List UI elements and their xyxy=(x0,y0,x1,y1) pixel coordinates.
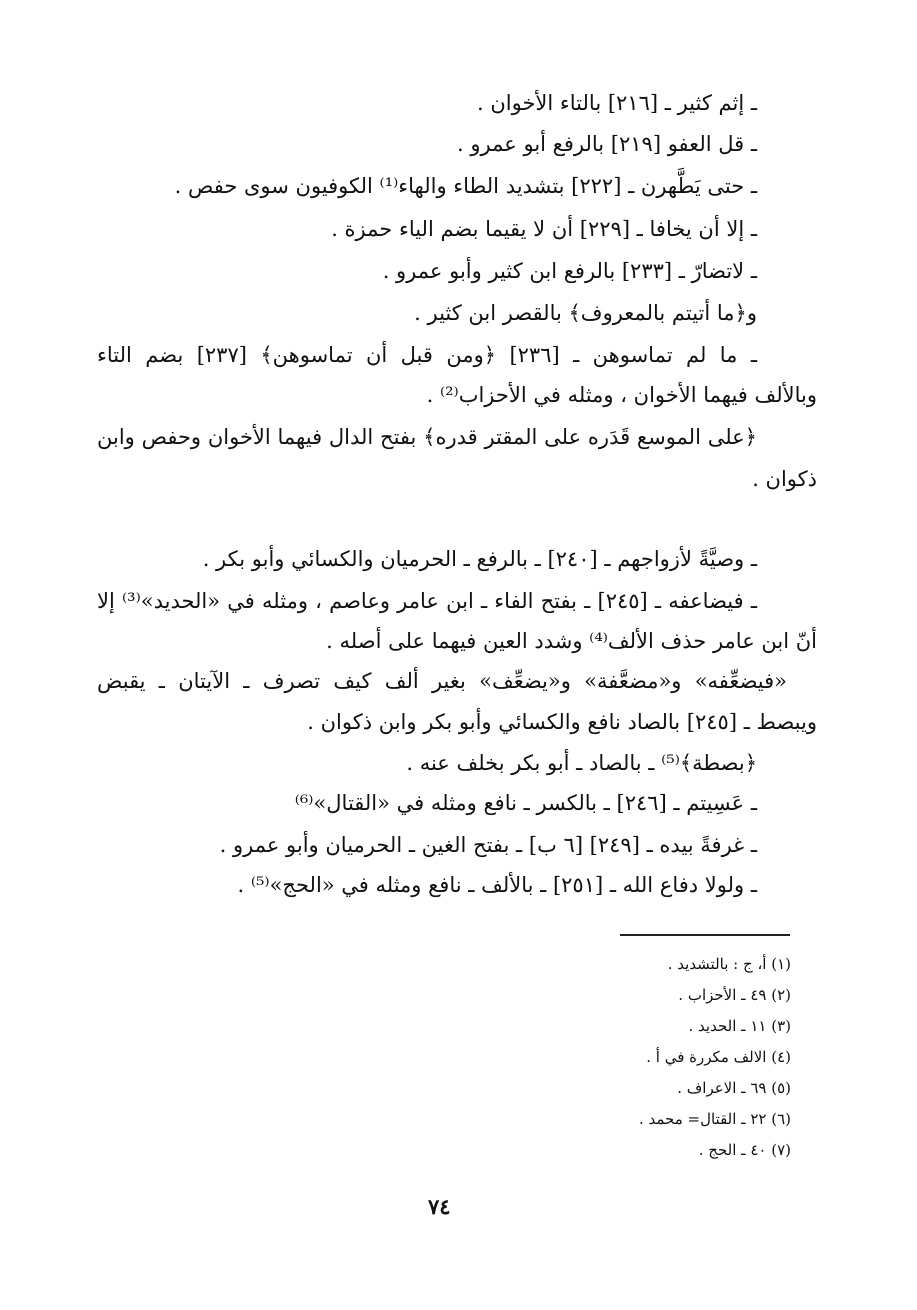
body-line-9: ﴿على الموسع قَدَره على المقتر قدره﴾ بفتح الدال فيهما الأخوان وحفص وابن xyxy=(97,425,757,449)
body-line-1: ـ إثم كثير ـ [٢١٦] بالتاء الأخوان . xyxy=(476,91,757,115)
body-line-6: و﴿ما أتيتم بالمعروف﴾ بالقصر ابن كثير . xyxy=(414,301,757,325)
body-line-8: وبالألف فيهما الأخوان ، ومثله في الأحزاب⁽²⁾ . xyxy=(426,383,817,407)
body-line-10: ذكوان . xyxy=(752,467,817,491)
footnote-separator xyxy=(620,934,790,936)
footnote-3: (٣) ١١ ـ الحديد . xyxy=(688,1017,791,1035)
footnote-4: (٤) الالف مكررة في أ . xyxy=(646,1048,791,1066)
footnote-1: (١) أ، ج : بالتشديد . xyxy=(667,955,791,973)
footnote-6: (٦) ٢٢ ـ القتال= محمد . xyxy=(638,1110,791,1128)
footnote-7: (٧) ٤٠ ـ الحج . xyxy=(698,1141,791,1159)
body-line-4: ـ إلا أن يخافا ـ [٢٢٩] أن لا يقيما بضم الياء حمزة . xyxy=(331,217,757,241)
body-line-12: ـ فيضاعفه ـ [٢٤٥] ـ بفتح الفاء ـ ابن عامر وعاصم ، ومثله في «الحديد»⁽³⁾ إلا xyxy=(97,589,757,613)
body-line-19: ـ ولولا دفاع الله ـ [٢٥١] ـ بالألف ـ نافع ومثله في «الحج»⁽⁵⁾ . xyxy=(237,873,757,897)
body-line-17: ـ عَسِيتم ـ [٢٤٦] ـ بالكسر ـ نافع ومثله في «القتال»⁽⁶⁾ xyxy=(294,791,757,815)
page-number: ٧٤ xyxy=(428,1194,451,1219)
body-line-3: ـ حتى يَطَّهرن ـ [٢٢٢] بتشديد الطاء والهاء⁽¹⁾ الكوفيون سوى حفص . xyxy=(174,174,757,198)
body-line-13: أنّ ابن عامر حذف الألف⁽⁴⁾ وشدد العين فيهما على أصله . xyxy=(326,629,817,653)
footnote-2: (٢) ٤٩ ـ الأحزاب . xyxy=(678,986,791,1004)
body-line-16: ﴿بصطة﴾⁽⁵⁾ ـ بالصاد ـ أبو بكر بخلف عنه . xyxy=(406,751,757,775)
body-line-2: ـ قل العفو [٢١٩] بالرفع أبو عمرو . xyxy=(457,132,757,156)
body-line-14: «فيضعِّفه» و«مضعَّفة» و«يضعِّف» بغير ألف كيف تصرف ـ الآيتان ـ يقبض xyxy=(97,669,787,693)
footnote-5: (٥) ٦٩ ـ الاعراف . xyxy=(677,1079,791,1097)
body-line-5: ـ لاتضارّ ـ [٢٣٣] بالرفع ابن كثير وأبو عمرو . xyxy=(382,259,757,283)
body-line-11: ـ وصيَّةً لأزواجهم ـ [٢٤٠] ـ بالرفع ـ الحرميان والكسائي وأبو بكر . xyxy=(202,547,757,571)
body-line-18: ـ غرفةً بيده ـ [٢٤٩] [٦ ب] ـ بفتح الغين ـ الحرميان وأبو عمرو . xyxy=(219,833,757,857)
body-line-15: ويبصط ـ [٢٤٥] بالصاد نافع والكسائي وأبو بكر وابن ذكوان . xyxy=(307,710,817,734)
body-line-7: ـ ما لم تماسوهن ـ [٢٣٦] ﴿ومن قبل أن تماسوهن﴾ [٢٣٧] بضم التاء xyxy=(97,343,757,367)
